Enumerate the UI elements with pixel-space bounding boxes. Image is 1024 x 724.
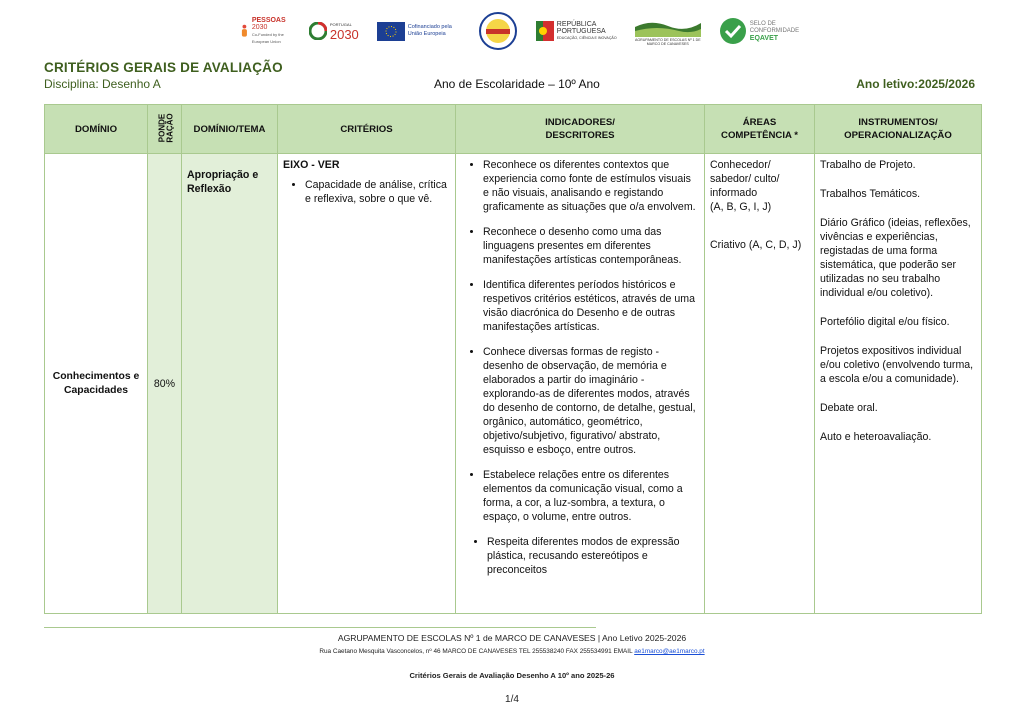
footer-address-text: Rua Caetano Mesquita Vasconcelos, nº 46 MARCO DE CANAVESES TEL 255538240 FAX 255534991 EMAIL (319, 648, 633, 655)
agrupamento-logo (635, 17, 701, 46)
criterio-item: • Capacidade de análise, crítica e reflexiva, sobre o que vê. (305, 178, 450, 206)
instrumento-item: Trabalho de Projeto. (820, 159, 916, 171)
academic-year: Ano letivo:2025/2026 (856, 77, 975, 91)
col-criterios: CRITÉRIOS (278, 105, 456, 154)
page-number: 1/4 (505, 694, 519, 705)
indicador-item: • Reconhece o desenho como uma das linguagens presentes em diferentes manifestações artísticas contemporâneas. (483, 225, 699, 267)
pessoas-caption: Co-Funded by the European Union (251, 32, 284, 44)
indicador-item: • Estabelece relações entre os diferentes elementos da comunicação visual, como a forma, a cor, a luz-sombra, a textura, o espaço, o volume, entre outros. (483, 468, 699, 524)
eu-text: Cofinanciado pela União Europeia (407, 24, 452, 37)
col-dominio: DOMÍNIO (45, 105, 148, 154)
seal-badge-icon (478, 11, 518, 51)
col-areas: ÁREAS COMPETÊNCIA * (705, 105, 815, 154)
footer-address (0, 648, 1024, 655)
eqavet-line1: SELO DE (749, 20, 776, 27)
escola-embaixadora-seal (478, 11, 518, 51)
page-title: CRITÉRIOS GERAIS DE AVALIAÇÃO (44, 60, 283, 75)
portugal-2030-label: 2030 (329, 27, 359, 42)
indicador-item: • Conhece diversas formas de registo - desenho de observação, de memória e elaborados a partir do imaginário - explorando-as de diferentes modos, através do desenho de contorno, de detalhe, gestual, orgânico, automático, geométrico, objetivo/subjetivo, figurativo/ abstrato, esquisso e esboço, entre outros. (483, 345, 699, 457)
indicador-item: • Reconhece os diferentes contextos que experiencia como fonte de estímulos visuais e não visuais, analisando e registando graficamente as situações que o/a envolvem. (483, 158, 699, 214)
landscape-icon (635, 17, 701, 37)
pessoas-2030-logo (240, 17, 291, 45)
eixo-label: EIXO - VER (283, 159, 340, 171)
pessoas-line1: PESSOAS (251, 17, 286, 24)
indicadores-list (461, 158, 699, 577)
cell-criterios (278, 154, 456, 614)
eqavet-logo (719, 17, 799, 45)
cell-instrumentos (815, 154, 982, 614)
footer-divider (44, 627, 596, 628)
instrumento-item: Projetos expositivos individual e/ou coletivo (envolvendo turma, a escola e/ou a comunidade). (820, 345, 974, 385)
cell-indicadores (456, 154, 705, 614)
col-indicadores: INDICADORES/ DESCRITORES (456, 105, 705, 154)
republica-portuguesa-logo (536, 21, 617, 42)
portugal-2030-icon (309, 22, 327, 40)
pessoas-figure-icon (240, 20, 249, 42)
indicador-item: • Identifica diferentes períodos históricos e respetivos critérios estéticos, através de uma visão diacrónica do Desenho e de outras manifestações artísticas. (483, 278, 699, 334)
eu-flag-icon (377, 22, 405, 41)
instrumento-item: Diário Gráfico (ideias, reflexões, vivências e experiências, registadas de uma forma sistemática, que poderão ser utilizadas no seu trabalho individual e/ou coletivo). (820, 217, 971, 299)
cell-dominio: Conhecimentos e Capacidades (45, 154, 148, 614)
pessoas-line2: 2030 (251, 24, 268, 31)
republica-line1: REPÚBLICA (556, 20, 597, 28)
area-item: Conhecedor/ sabedor/ culto/ informado (710, 159, 780, 199)
table-row (45, 154, 982, 614)
school-year-grade: Ano de Escolaridade – 10º Ano (434, 77, 600, 91)
col-instrumentos: INSTRUMENTOS/ OPERACIONALIZAÇÃO (815, 105, 982, 154)
area-item: Criativo (A, C, D, J) (710, 239, 802, 251)
cell-tema: Apropriação e Reflexão (182, 154, 278, 614)
col-ponderacao (148, 105, 182, 154)
republica-emblem-icon (536, 21, 554, 41)
checkmark-icon (719, 17, 747, 45)
instrumento-item: Trabalhos Temáticos. (820, 188, 921, 200)
republica-line2: PORTUGUESA (556, 27, 606, 35)
logo-strip (240, 10, 800, 52)
col-ponderacao-label: PONDE RAÇÃO (157, 113, 175, 143)
instrumento-item: Auto e heteroavaliação. (820, 431, 932, 443)
cell-ponderacao: 80% (148, 154, 182, 614)
eqavet-line3: EQAVET (749, 34, 779, 42)
footer-email-link[interactable]: ae1marco@ae1marco.pt (634, 648, 705, 655)
agrupamento-text: AGRUPAMENTO DE ESCOLAS Nº 1 DE MARCO DE CANAVESES (634, 37, 701, 46)
criteria-table (44, 104, 982, 614)
col-dominio-tema: DOMÍNIO/TEMA (182, 105, 278, 154)
republica-line3: EDUCAÇÃO, CIÊNCIA E INOVAÇÃO (556, 35, 617, 40)
footer-school: AGRUPAMENTO DE ESCOLAS Nº 1 de MARCO DE CANAVESES | Ano Letivo 2025-2026 (337, 633, 687, 643)
portugal-small: PORTUGAL (329, 22, 352, 27)
area-item: (A, B, G, I, J) (710, 201, 772, 213)
eu-cofinanced-logo (377, 22, 460, 41)
instrumento-item: Portefólio digital e/ou físico. (820, 316, 950, 328)
cell-areas (705, 154, 815, 614)
table-header-row (45, 105, 982, 154)
indicador-item: • Respeita diferentes modos de expressão plástica, recusando estereótipos e preconceitos (487, 535, 699, 577)
footer-doc-title: Critérios Gerais de Avaliação Desenho A 10º ano 2025-26 (409, 671, 615, 680)
discipline-label: Disciplina: Desenho A (44, 77, 161, 91)
eqavet-line2: CONFORMIDADE (749, 27, 800, 34)
instrumento-item: Debate oral. (820, 402, 878, 414)
portugal-2030-logo (309, 21, 359, 41)
